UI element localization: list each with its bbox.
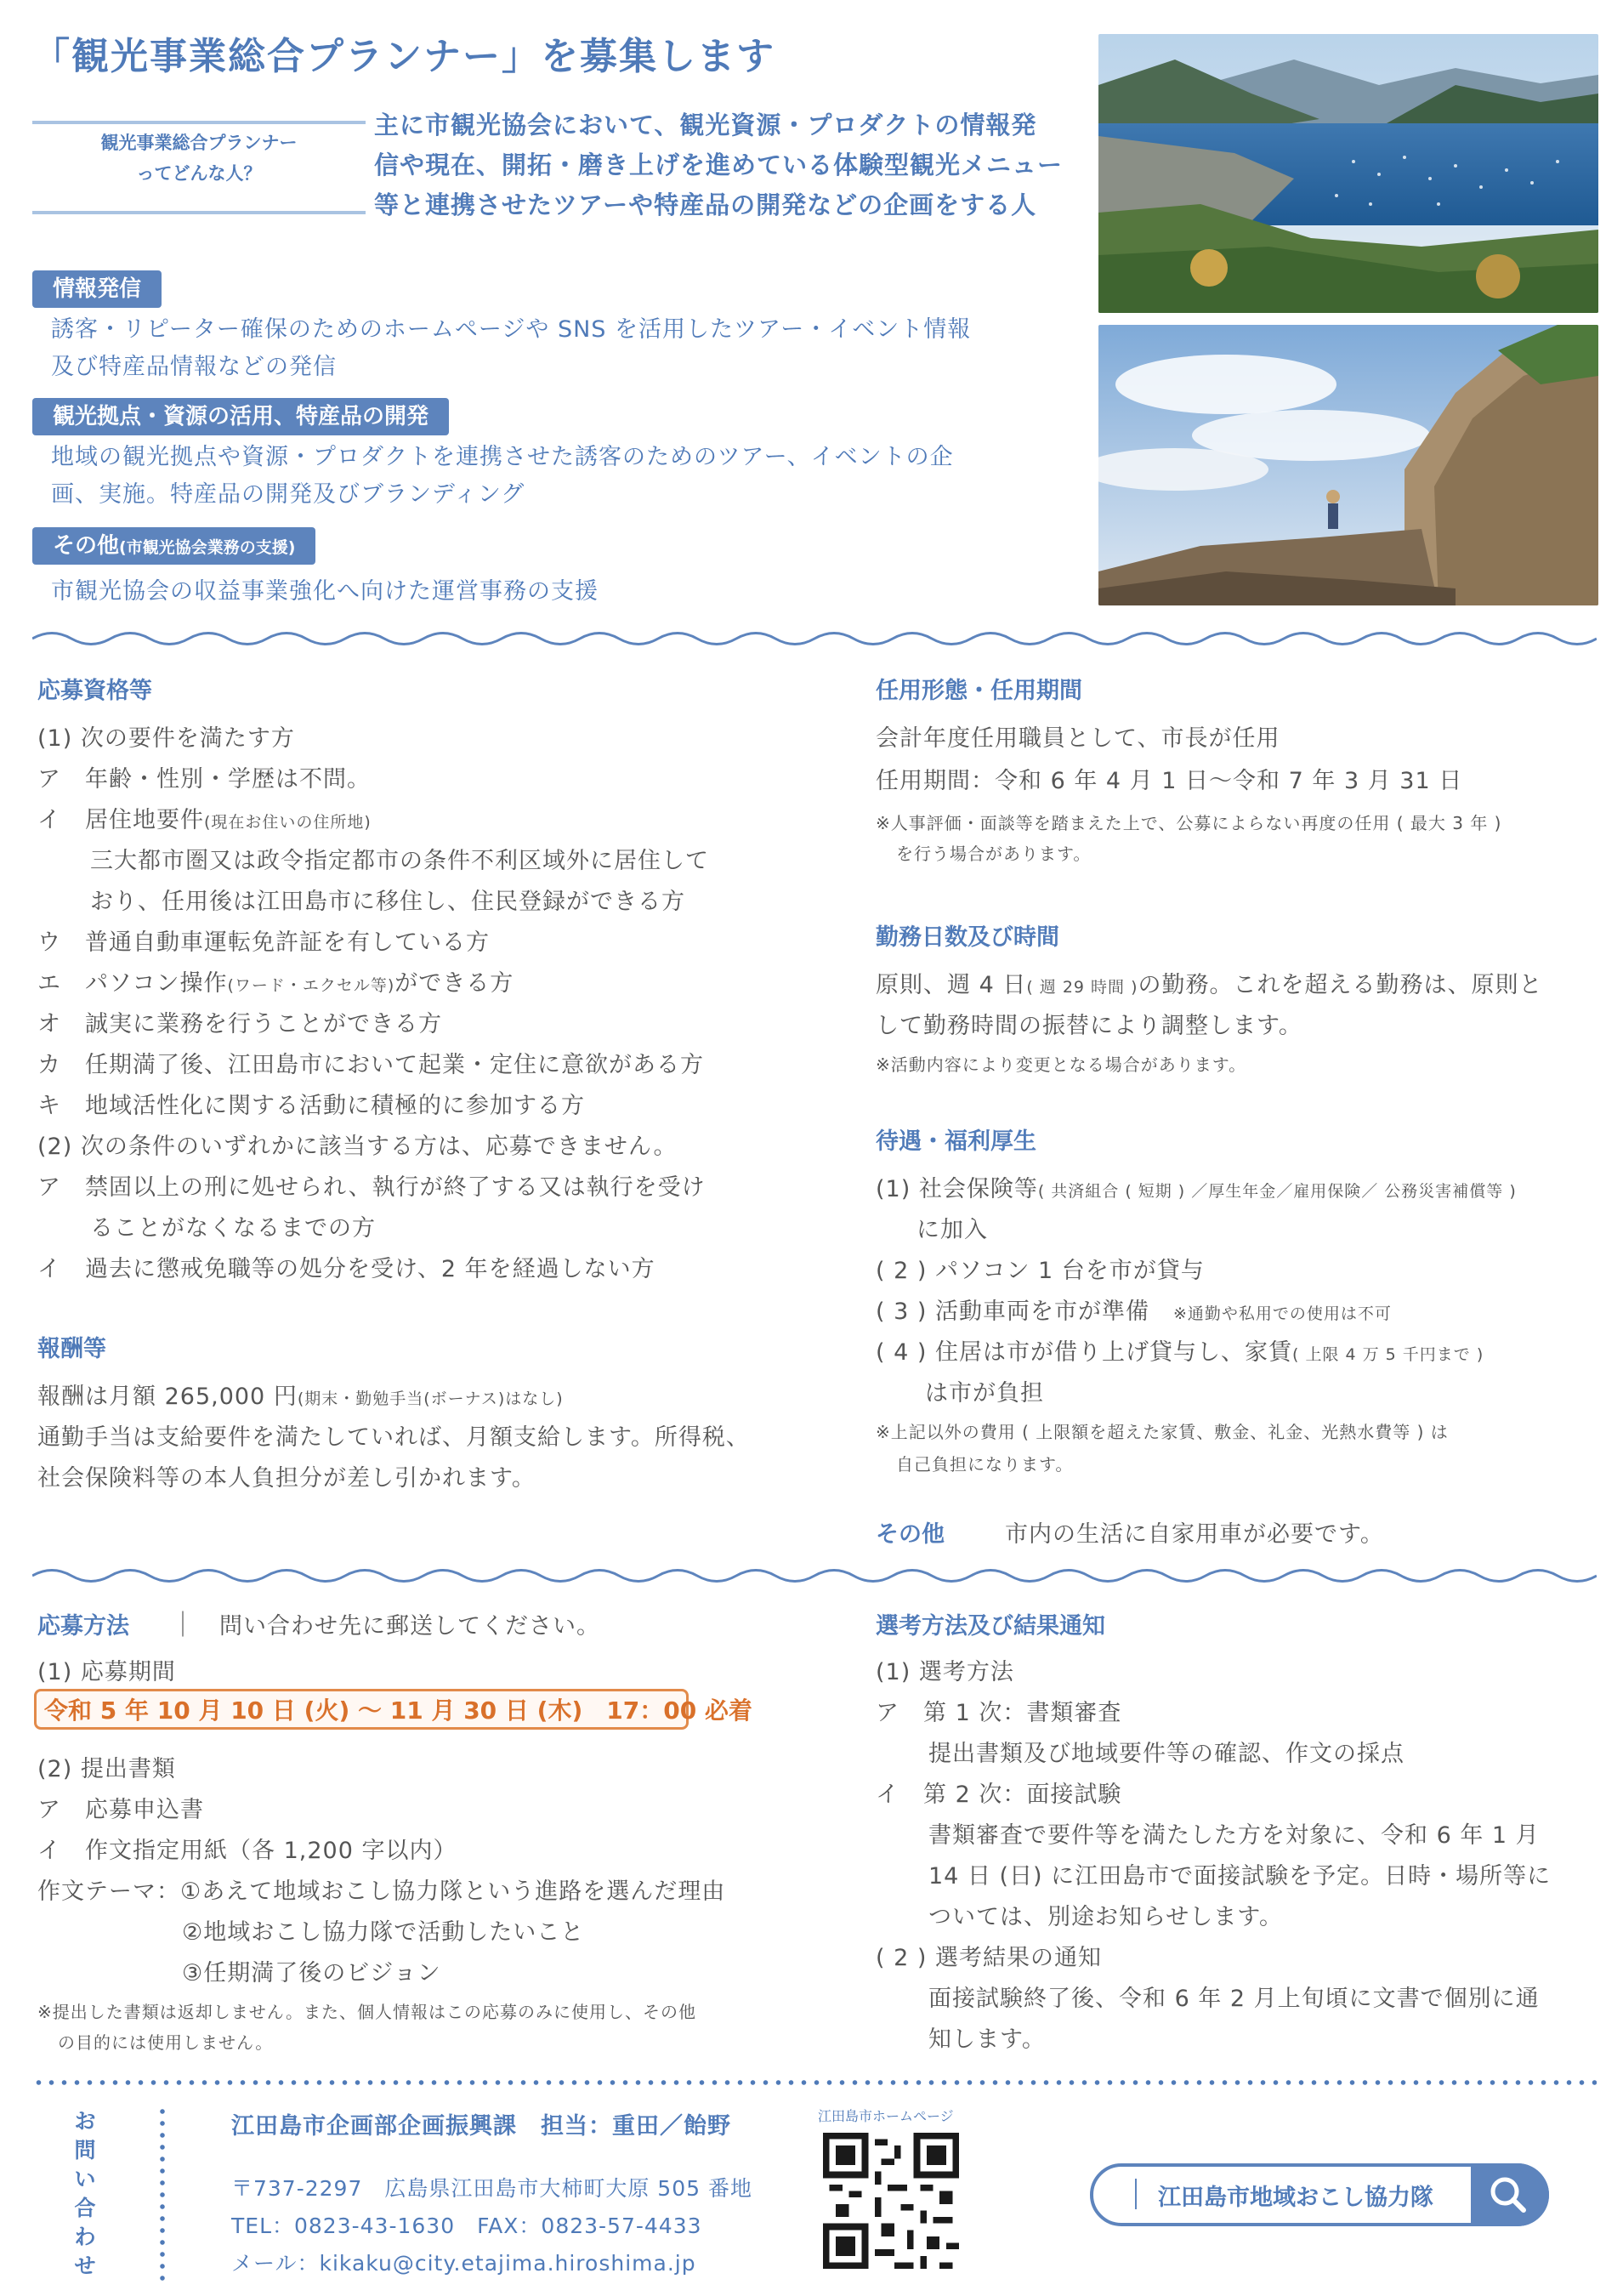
tag-other: その他(市観光協会業務の支援) (32, 527, 315, 565)
selection-line: 面接試験終了後、令和 6 年 2 月上旬頃に文書で個別に通 (928, 1986, 1540, 2012)
duty-info-desc (51, 311, 1088, 386)
photo-bay-view (1098, 34, 1598, 313)
selection-line: ( 2 ) 選考結果の通知 (876, 1945, 1102, 1971)
duty-desc-line: 地域の観光拠点や資源・プロダクトを連携させた誘客のためのツアー、イベントの企 (51, 444, 954, 470)
essay-theme-3: ③任期満了後のビジョン (182, 1960, 441, 1986)
apply-separator: ｜ (170, 1611, 196, 1640)
whois-label (32, 128, 366, 189)
whois-desc-line: 信や現在、開拓・磨き上げを進めている体験型観光メニュー (374, 151, 1064, 179)
welfare-line1b: に加入 (916, 1217, 988, 1243)
whois-label-line1: 観光事業総合プランナー (100, 133, 298, 153)
duty-desc-line: 及び特産品情報などの発信 (51, 354, 337, 380)
selection-line: イ 第 2 次：面接試験 (876, 1782, 1122, 1808)
qr-code-icon[interactable] (823, 2133, 959, 2269)
whois-description (374, 105, 1080, 225)
qr-label: 江田島市ホームページ (818, 2108, 954, 2124)
selection-heading: 選考方法及び結果通知 (876, 1613, 1105, 1640)
salary-heading: 報酬等 (37, 1336, 106, 1362)
search-icon (1471, 2163, 1549, 2226)
qualifications-heading: 応募資格等 (37, 678, 152, 704)
whois-label-line2: ってどんな人？ (136, 163, 262, 184)
welfare-line2: ( 2 ) パソコン 1 台を市が貸与 (876, 1258, 1205, 1284)
selection-line: 書類審査で要件等を満たした方を対象に、令和 6 年 1 月 (928, 1822, 1540, 1849)
welfare-line3: ( 3 ) 活動車両を市が準備 ※通勤や私用での使用は不可 (876, 1299, 1392, 1325)
selection-line: ア 第 1 次：書類審査 (876, 1700, 1122, 1726)
hours-line1: 原則、週 4 日( 週 29 時間 )の勤務。これを超える勤務は、原則と (876, 972, 1543, 998)
salary-line3: 社会保険料等の本人負担分が差し引かれます。 (37, 1465, 536, 1492)
selection-line: 知します。 (928, 2026, 1046, 2053)
bay-view-image (1098, 34, 1598, 313)
cliff-coast-image (1098, 325, 1598, 605)
welfare-note-inline: ( 共済組合 ( 短期 ) ／厚生年金／雇用保険／ 公務災害補償等 ) (1037, 1182, 1517, 1201)
apply-instruction: 問い合わせ先に郵送してください。 (219, 1613, 600, 1640)
tag-tourism-resources: 観光拠点・資源の活用、特産品の開発 (32, 398, 449, 435)
contact-department: 江田島市企画部企画振興課 担当：重田／飴野 (231, 2113, 731, 2140)
apply-period-label: (1) 応募期間 (37, 1659, 176, 1685)
hours-line2: して勤務時間の振替により調整します。 (876, 1013, 1302, 1039)
employment-note1: ※人事評価・面談等を踏まえた上で、公募によらない再度の任用 ( 最大 3 年 ) (876, 813, 1502, 833)
duty-desc-line: 誘客・リピーター確保のためのホームページや SNS を活用したツアー・イベント情報 (51, 316, 972, 343)
qual-line: カ 任期満了後、江田島市において起業・定住に意欲がある方 (37, 1052, 704, 1078)
selection-line: ついては、別途お知らせします。 (928, 1904, 1284, 1930)
qual-line: オ 誠実に業務を行うことができる方 (37, 1011, 442, 1037)
qual-line: おり、任用後は江田島市に移住し、住民登録ができる方 (90, 889, 685, 915)
vehicle-note: ※通勤や私用での使用は不可 (1173, 1304, 1392, 1323)
search-button[interactable] (1471, 2163, 1549, 2226)
apply-docs-label: (2) 提出書類 (37, 1756, 176, 1782)
contact-address: 〒737-2297 広島県江田島市大柿町大原 505 番地 (231, 2176, 752, 2201)
hours-note: ※活動内容により変更となる場合があります。 (876, 1054, 1247, 1075)
whois-desc-line: 等と連携させたツアーや特産品の開発などの企画をする人 (374, 190, 1037, 219)
selection-line: 14 日 (日) に江田島市で面接試験を予定。日時・場所等に (928, 1863, 1552, 1890)
other-text: 市内の生活に自家用車が必要です。 (1005, 1521, 1384, 1548)
residence-note: (現在お住いの住所地) (204, 813, 372, 832)
essay-theme-2: ②地域おこし協力隊で活動したいこと (182, 1919, 585, 1946)
salary-note: (期末・勤勉手当(ボーナス)はなし) (297, 1390, 564, 1408)
welfare-note2: 自己負担になります。 (896, 1454, 1074, 1475)
dotted-divider (32, 2080, 1597, 2085)
qual-line: ることがなくなるまでの方 (90, 1215, 376, 1242)
employment-line2: 任用期間：令和 6 年 4 月 1 日〜令和 7 年 3 月 31 日 (876, 768, 1463, 794)
salary-line2: 通勤手当は支給要件を満たしていれば、月額支給します。所得税、 (37, 1424, 750, 1451)
welfare-line4: ( 4 ) 住居は市が借り上げ貸与し、家賃( 上限 4 万 5 千円まで ) (876, 1339, 1484, 1366)
hours-heading: 勤務日数及び時間 (876, 924, 1059, 951)
rent-note: ( 上限 4 万 5 千円まで ) (1292, 1345, 1484, 1364)
tag-info-dissemination: 情報発信 (32, 270, 162, 308)
photo-cliff-coast (1098, 325, 1598, 605)
wave-divider (32, 1565, 1597, 1587)
qual-line: キ 地域活性化に関する活動に積極的に参加する方 (37, 1093, 585, 1119)
apply-note1: ※提出した書類は返却しません。また、個人情報はこの応募のみに使用し、その他 (37, 2002, 696, 2022)
qual-line: ア 年齢・性別・学歴は不問。 (37, 766, 371, 793)
whois-desc-line: 主に市観光協会において、観光資源・プロダクトの情報発 (374, 111, 1037, 139)
hours-note-inline: ( 週 29 時間 ) (1026, 978, 1138, 997)
other-heading: その他 (876, 1521, 945, 1548)
qual-line: イ 過去に懲戒免職等の処分を受け、2 年を経過しない方 (37, 1256, 655, 1282)
essay-theme-1: 作文テーマ：①あえて地域おこし協力隊という進路を選んだ理由 (37, 1878, 726, 1905)
search-input[interactable]: 江田島市地域おこし協力隊 (1158, 2185, 1433, 2211)
welfare-heading: 待遇・福利厚生 (876, 1128, 1036, 1155)
whois-bottom-rule (32, 211, 366, 214)
duty-other-desc (51, 573, 1088, 611)
duty-resources-desc (51, 439, 1088, 514)
duty-desc-line: 市観光協会の収益事業強化へ向けた運営事務の支援 (51, 578, 599, 605)
apply-doc: イ 作文指定用紙（各 1,200 字以内） (37, 1838, 457, 1864)
selection-line: (1) 選考方法 (876, 1659, 1014, 1685)
selection-line: 提出書類及び地域要件等の確認、作文の採点 (928, 1741, 1405, 1767)
application-period: 令和 5 年 10 月 10 日 (火) 〜 11 月 30 日 (木) 17：00 必着 (44, 1696, 752, 1725)
qual-line: (2) 次の条件のいずれかに該当する方は、応募できません。 (37, 1134, 678, 1160)
qual-line-pc: エ パソコン操作(ワード・エクセル等)ができる方 (37, 970, 514, 997)
qual-line-residence: イ 居住地要件(現在お住いの住所地) (37, 807, 372, 833)
apply-heading: 応募方法 (37, 1613, 129, 1640)
employment-line1: 会計年度任用職員として、市長が任用 (876, 725, 1280, 752)
dotted-vertical-divider (160, 2106, 165, 2284)
apply-doc: ア 応募申込書 (37, 1797, 204, 1823)
contact-vertical-label: お問い合わせ (74, 2109, 96, 2278)
search-separator (1135, 2179, 1137, 2209)
employment-note2: を行う場合があります。 (896, 844, 1092, 864)
tag-other-note: (市観光協会業務の支援) (119, 538, 296, 557)
page-title: 「観光事業総合プランナー」を募集します (32, 35, 775, 78)
wave-divider (32, 628, 1597, 650)
qual-line: ア 禁固以上の刑に処せられ、執行が終了する又は執行を受け (37, 1174, 706, 1201)
apply-note2: の目的には使用しません。 (58, 2032, 274, 2053)
employment-heading: 任用形態・任用期間 (876, 678, 1082, 704)
salary-line1: 報酬は月額 265,000 円(期末・勤勉手当(ボーナス)はなし) (37, 1384, 564, 1410)
qual-line: 三大都市圏又は政令指定都市の条件不利区域外に居住して (90, 848, 709, 874)
whois-top-rule (32, 121, 366, 124)
duty-desc-line: 画、実施。特産品の開発及びブランディング (51, 481, 525, 508)
welfare-line1: (1) 社会保険等( 共済組合 ( 短期 ) ／厚生年金／雇用保険／ 公務災害補償等 ) (876, 1176, 1517, 1202)
pc-note: (ワード・エクセル等) (227, 976, 395, 995)
welfare-line4b: は市が負担 (925, 1380, 1044, 1407)
welfare-note1: ※上記以外の費用 ( 上限額を超えた家賃、敷金、礼金、光熱水費等 ) は (876, 1422, 1449, 1442)
contact-mail[interactable]: メール：kikaku@city.etajima.hiroshima.jp (231, 2251, 696, 2276)
contact-tel-fax: TEL：0823-43-1630 FAX：0823-57-4433 (231, 2214, 702, 2238)
qual-line: (1) 次の要件を満たす方 (37, 725, 295, 752)
qual-line: ウ 普通自動車運転免許証を有している方 (37, 929, 490, 956)
